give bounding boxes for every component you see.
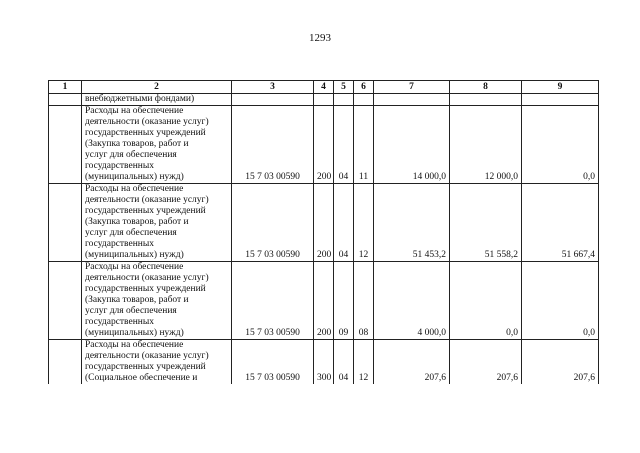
- empty-cell: [522, 94, 599, 106]
- target-article-code: 15 7 03 00590: [232, 340, 314, 385]
- header-cell: 8: [450, 81, 522, 94]
- amount-col9: 207,6: [522, 340, 599, 385]
- name-line: государственных учреждений: [85, 206, 206, 216]
- table-row: [49, 262, 599, 340]
- name-line: государственных учреждений: [85, 128, 206, 138]
- name-line: деятельности (оказание услуг): [85, 195, 209, 205]
- header-cell: 9: [522, 81, 599, 94]
- empty-cell: [334, 94, 354, 106]
- expense-type-code: 200: [314, 106, 334, 184]
- name-line: услуг для обеспечения: [85, 228, 177, 238]
- table-row: [49, 184, 599, 262]
- amount-col8: 51 558,2: [450, 184, 522, 262]
- name-line: (Закупка товаров, работ и: [85, 217, 189, 227]
- table-row: [49, 340, 599, 385]
- amount-col7: 207,6: [374, 340, 450, 385]
- name-line: (муниципальных) нужд): [85, 172, 184, 182]
- section-code: 04: [334, 106, 354, 184]
- name-line: деятельности (оказание услуг): [85, 273, 209, 283]
- header-cell: 1: [49, 81, 82, 94]
- name-line: (муниципальных) нужд): [85, 250, 184, 260]
- table-row: [49, 106, 599, 184]
- name-line: (Социальное обеспечение и: [85, 373, 198, 383]
- target-article-code: 15 7 03 00590: [232, 106, 314, 184]
- expense-type-code: 200: [314, 262, 334, 340]
- empty-cell: [49, 94, 82, 106]
- empty-cell: [354, 94, 374, 106]
- name-line: государственных учреждений: [85, 284, 206, 294]
- subsection-code: 12: [354, 340, 374, 385]
- name-line: Расходы на обеспечение: [85, 340, 184, 350]
- name-line: услуг для обеспечения: [85, 150, 177, 160]
- name-line: государственных учреждений: [85, 362, 206, 372]
- empty-cell: [49, 184, 82, 262]
- amount-col7: 4 000,0: [374, 262, 450, 340]
- section-code: 04: [334, 184, 354, 262]
- name-line: государственных: [85, 317, 155, 327]
- subsection-code: 12: [354, 184, 374, 262]
- header-cell: 7: [374, 81, 450, 94]
- empty-cell: [450, 94, 522, 106]
- header-cell: 4: [314, 81, 334, 94]
- empty-cell: [49, 340, 82, 385]
- name-line: государственных: [85, 239, 155, 249]
- header-cell: 6: [354, 81, 374, 94]
- expense-name: [82, 106, 232, 184]
- empty-cell: [374, 94, 450, 106]
- empty-cell: [49, 106, 82, 184]
- expense-name: [82, 340, 232, 385]
- header-cell: 2: [82, 81, 232, 94]
- continuation-text: внебюджетными фондами): [82, 94, 232, 106]
- name-line: (Закупка товаров, работ и: [85, 139, 189, 149]
- header-cell: 3: [232, 81, 314, 94]
- name-line: деятельности (оказание услуг): [85, 351, 209, 361]
- target-article-code: 15 7 03 00590: [232, 184, 314, 262]
- amount-col8: 12 000,0: [450, 106, 522, 184]
- subsection-code: 11: [354, 106, 374, 184]
- empty-cell: [49, 262, 82, 340]
- amount-col8: 0,0: [450, 262, 522, 340]
- budget-table: [48, 80, 599, 384]
- page-number: 1293: [309, 32, 331, 44]
- empty-cell: [232, 94, 314, 106]
- amount-col9: 0,0: [522, 262, 599, 340]
- expense-type-code: 200: [314, 184, 334, 262]
- subsection-code: 08: [354, 262, 374, 340]
- amount-col7: 51 453,2: [374, 184, 450, 262]
- name-line: Расходы на обеспечение: [85, 106, 184, 116]
- name-line: (Закупка товаров, работ и: [85, 295, 189, 305]
- name-line: деятельности (оказание услуг): [85, 117, 209, 127]
- amount-col9: 0,0: [522, 106, 599, 184]
- target-article-code: 15 7 03 00590: [232, 262, 314, 340]
- section-code: 04: [334, 340, 354, 385]
- table-header-row: [49, 81, 599, 94]
- name-line: государственных: [85, 161, 155, 171]
- name-line: Расходы на обеспечение: [85, 184, 184, 194]
- amount-col7: 14 000,0: [374, 106, 450, 184]
- empty-cell: [314, 94, 334, 106]
- amount-col9: 51 667,4: [522, 184, 599, 262]
- section-code: 09: [334, 262, 354, 340]
- expense-name: [82, 262, 232, 340]
- amount-col8: 207,6: [450, 340, 522, 385]
- name-line: (муниципальных) нужд): [85, 328, 184, 338]
- continuation-row: [49, 94, 599, 106]
- expense-name: [82, 184, 232, 262]
- name-line: услуг для обеспечения: [85, 306, 177, 316]
- header-cell: 5: [334, 81, 354, 94]
- name-line: Расходы на обеспечение: [85, 262, 184, 272]
- expense-type-code: 300: [314, 340, 334, 385]
